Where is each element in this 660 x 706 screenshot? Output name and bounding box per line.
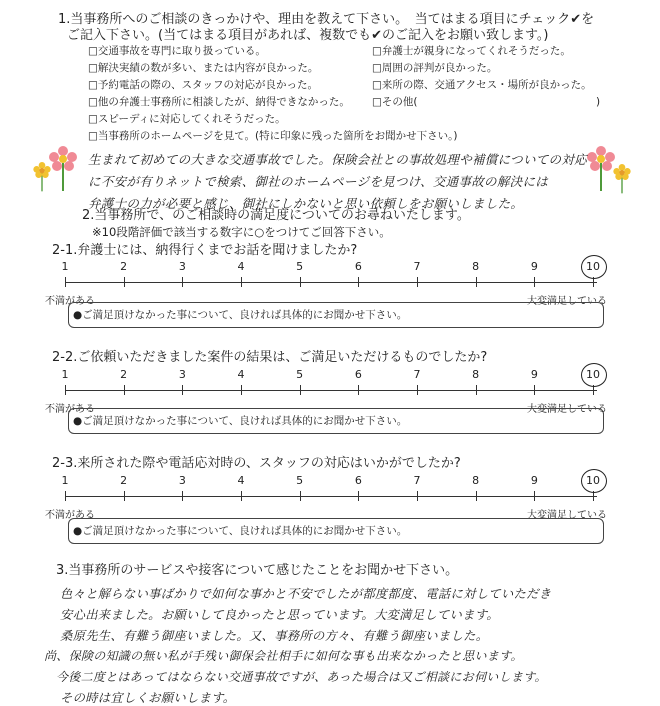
option-speedy[interactable]: □スピーディに対応してくれそうだった。 xyxy=(88,113,286,125)
rating-scale-2-2[interactable] xyxy=(45,368,607,415)
option-reputation[interactable]: □周囲の評判が良かった。 xyxy=(372,62,498,74)
option-specialty[interactable]: □交通事故を専門に取り扱っている。 xyxy=(88,45,266,57)
scale-tick xyxy=(182,277,183,287)
scale-tick xyxy=(241,277,242,287)
scale-number-1[interactable]: 1 xyxy=(61,260,69,273)
option-track-record[interactable]: □解決実績の数が多い、または内容が良かった。 xyxy=(88,62,319,74)
scale-tick xyxy=(182,385,183,395)
scale-number-9[interactable]: 9 xyxy=(530,368,538,381)
scale-tick xyxy=(182,491,183,501)
scale-number-2[interactable]: 2 xyxy=(120,260,128,273)
scale-high-label: 大変満足している xyxy=(527,296,607,307)
comment-prompt: ●ご満足頂けなかった事について、良ければ具体的にお聞かせ下さい。 xyxy=(73,309,408,321)
scale-number-5[interactable]: 5 xyxy=(296,368,304,381)
scale-tick xyxy=(358,277,359,287)
scale-number-6[interactable]: 6 xyxy=(354,474,362,487)
scale-number-8[interactable]: 8 xyxy=(472,260,480,273)
scale-tick xyxy=(534,491,535,501)
q3-handwritten-line1: 色々と解らない事ばかりで如何な事かと不安でしたが都度都度、電話に対していただき xyxy=(60,587,552,601)
scale-low-label: 不満がある xyxy=(45,296,95,307)
q2-3-title: 2-3.来所された際や電話応対時の、スタッフの対応はいかがでしたか? xyxy=(52,456,461,471)
scale-number-8[interactable]: 8 xyxy=(472,474,480,487)
scale-number-1[interactable]: 1 xyxy=(61,368,69,381)
scale-number-1[interactable]: 1 xyxy=(61,474,69,487)
scale-number-9[interactable]: 9 xyxy=(530,260,538,273)
q1-handwritten-line2: に不安が有りネットで検索、御社のホームページを見つけ、交通事故の解決には xyxy=(88,174,549,189)
comment-box-2-3[interactable] xyxy=(68,518,604,544)
scale-tick xyxy=(124,385,125,395)
scale-number-4[interactable]: 4 xyxy=(237,474,245,487)
scale-tick xyxy=(417,385,418,395)
option-lawyer-caring[interactable]: □弁護士が親身になってくれそうだった。 xyxy=(372,45,571,57)
scale-number-7[interactable]: 7 xyxy=(413,368,421,381)
scale-number-3[interactable]: 3 xyxy=(178,474,186,487)
scale-tick xyxy=(300,277,301,287)
scale-number-10[interactable]: 10 xyxy=(586,260,600,273)
scale-tick xyxy=(534,277,535,287)
scale-number-3[interactable]: 3 xyxy=(178,368,186,381)
scale-tick xyxy=(476,385,477,395)
scale-tick xyxy=(241,491,242,501)
scale-number-5[interactable]: 5 xyxy=(296,260,304,273)
scale-number-4[interactable]: 4 xyxy=(237,260,245,273)
scale-number-7[interactable]: 7 xyxy=(413,474,421,487)
scale-tick xyxy=(358,385,359,395)
scale-number-4[interactable]: 4 xyxy=(237,368,245,381)
scale-tick xyxy=(124,491,125,501)
scale-number-6[interactable]: 6 xyxy=(354,368,362,381)
scale-low-label: 不満がある xyxy=(45,404,95,415)
scale-number-2[interactable]: 2 xyxy=(120,368,128,381)
comment-box-2-2[interactable] xyxy=(68,408,604,434)
scale-number-8[interactable]: 8 xyxy=(472,368,480,381)
selected-rating-circle xyxy=(581,469,607,493)
q2-title: 2.当事務所で、のご相談時の満足度についてのお尋ねいたします。 xyxy=(82,208,470,223)
scale-tick xyxy=(241,385,242,395)
scale-number-9[interactable]: 9 xyxy=(530,474,538,487)
scale-number-5[interactable]: 5 xyxy=(296,474,304,487)
option-phone-staff[interactable]: □予約電話の際の、スタッフの対応が良かった。 xyxy=(88,79,318,91)
selected-rating-circle xyxy=(581,363,607,387)
scale-low-label: 不満がある xyxy=(45,510,95,521)
scale-number-2[interactable]: 2 xyxy=(120,474,128,487)
flower-icon xyxy=(32,160,52,192)
q1-handwritten-line3: 弁護士の力が必要と感じ、御社にしかないと思い依頼しをお願いしました。 xyxy=(88,196,524,211)
scale-tick xyxy=(65,277,66,287)
q3-handwritten-line3: 桑原先生、有難う御座いました。又、事務所の方々、有難う御座いました。 xyxy=(60,629,489,643)
q3-handwritten-line5: 今後二度とはあってはならない交通事故ですが、あった場合は又ご相談にお伺いします。 xyxy=(56,670,547,684)
q3-handwritten-line2: 安心出来ました。お願いして良かったと思っています。大変満足しています。 xyxy=(60,608,499,622)
comment-box-2-1[interactable] xyxy=(68,302,604,328)
q3-handwritten-line4: 尚、保険の知識の無い私が手残い御保会社相手に如何な事も出来なかったと思います。 xyxy=(44,649,523,663)
scale-tick xyxy=(476,277,477,287)
scale-tick xyxy=(300,385,301,395)
flower-icon xyxy=(48,145,78,191)
q3-handwritten-line6: その時は宜しくお願いします。 xyxy=(60,691,236,705)
q1-handwritten-line1: 生まれて初めての大きな交通事故でした。保険会社との事故処理や補償についての対応 xyxy=(88,152,587,167)
selected-rating-circle xyxy=(581,255,607,279)
scale-number-10[interactable]: 10 xyxy=(586,474,600,487)
scale-tick xyxy=(417,491,418,501)
scale-tick xyxy=(65,385,66,395)
scale-tick xyxy=(476,491,477,501)
q2-1-title: 2-1.弁護士には、納得行くまでお話を聞けましたか? xyxy=(52,243,358,258)
q3-title: 3.当事務所のサービスや接客について感じたことをお聞かせ下さい。 xyxy=(56,563,459,578)
rating-scale-2-1[interactable] xyxy=(45,260,607,307)
q1-title: 1.当事務所へのご相談のきっかけや、理由を教えて下さい。 当てはまる項目にチェック✔を xyxy=(58,12,595,27)
scale-tick xyxy=(300,491,301,501)
option-other[interactable]: □その他( ) xyxy=(372,96,601,108)
scale-high-label: 大変満足している xyxy=(527,404,607,415)
comment-prompt: ●ご満足頂けなかった事について、良ければ具体的にお聞かせ下さい。 xyxy=(73,415,408,427)
scale-tick xyxy=(358,491,359,501)
scale-tick xyxy=(534,385,535,395)
rating-scale-2-3[interactable] xyxy=(45,474,607,521)
option-access[interactable]: □来所の際、交通アクセス・場所が良かった。 xyxy=(372,79,592,91)
q2-2-title: 2-2.ご依頼いただきました案件の結果は、ご満足いただけるものでしたか? xyxy=(52,350,488,365)
q2-note: ※10段階評価で該当する数字に○をつけてご回答下さい。 xyxy=(92,225,391,239)
option-homepage[interactable]: □当事務所のホームページを見て。(特に印象に残った箇所をお聞かせ下さい。) xyxy=(88,130,458,142)
q1-title-line2: ご記入下さい。(当てはまる項目があれば、複数でも✔のご記入をお願い致します。) xyxy=(67,28,549,43)
comment-prompt: ●ご満足頂けなかった事について、良ければ具体的にお聞かせ下さい。 xyxy=(73,525,408,537)
flower-icon xyxy=(612,162,632,194)
option-other-firm[interactable]: □他の弁護士事務所に相談したが、納得できなかった。 xyxy=(88,96,350,108)
scale-number-10[interactable]: 10 xyxy=(586,368,600,381)
scale-number-6[interactable]: 6 xyxy=(354,260,362,273)
scale-tick xyxy=(417,277,418,287)
scale-tick xyxy=(65,491,66,501)
scale-number-3[interactable]: 3 xyxy=(178,260,186,273)
scale-number-7[interactable]: 7 xyxy=(413,260,421,273)
scale-high-label: 大変満足している xyxy=(527,510,607,521)
scale-tick xyxy=(124,277,125,287)
